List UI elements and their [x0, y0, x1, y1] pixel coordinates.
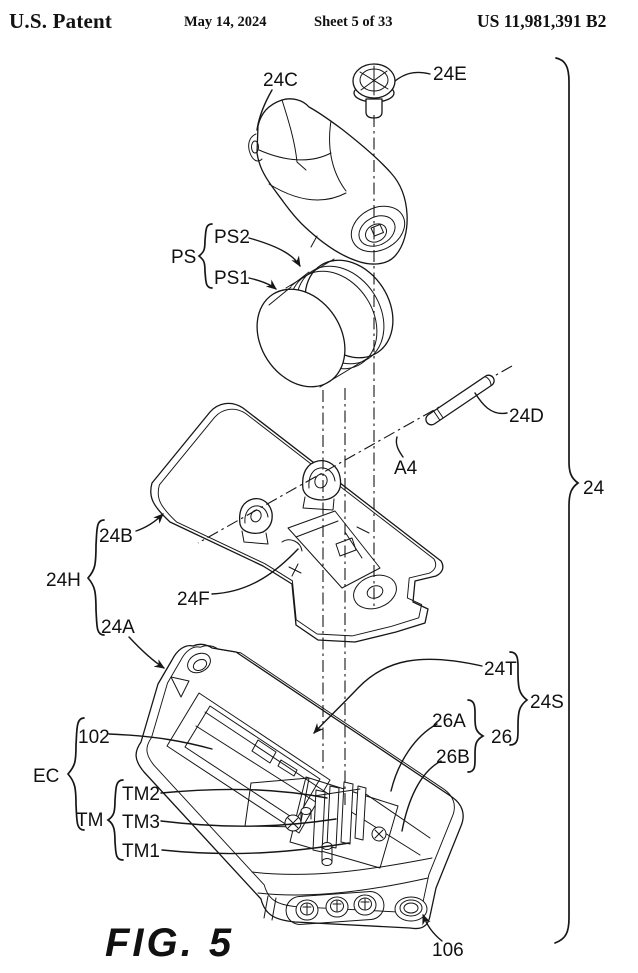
- screw-b-label: 26B: [436, 747, 470, 768]
- pin-label: 24D: [509, 406, 544, 427]
- ps2-label: PS2: [214, 227, 250, 248]
- sensor-disc-part: [239, 244, 411, 404]
- leader-24e: [395, 72, 430, 81]
- leader-24a: [129, 637, 164, 668]
- leader-ps1: [249, 278, 276, 289]
- figure-caption: FIG. 5: [105, 921, 235, 965]
- pin-part: [424, 373, 496, 427]
- screw-pair-label: 26: [491, 727, 513, 748]
- screw-label: 24E: [433, 64, 467, 85]
- terminal1-label: TM1: [122, 841, 160, 862]
- connector-106-part: [395, 897, 427, 921]
- leader-ps2: [249, 238, 300, 266]
- leader-a4: [396, 437, 403, 457]
- ps1-label: PS1: [214, 268, 250, 289]
- sheet-number: Sheet 5 of 33: [314, 14, 393, 30]
- 26-brace: [468, 700, 483, 772]
- recess-label: 24F: [177, 589, 210, 610]
- compartment-label: EC: [33, 766, 60, 787]
- cover-label: 24C: [263, 70, 298, 91]
- terminal3-label: TM3: [122, 812, 160, 833]
- terminal2-label: TM2: [122, 784, 160, 805]
- screw-a-label: 26A: [432, 711, 466, 732]
- base-housing-part: [136, 644, 463, 928]
- screw-part: [353, 64, 395, 118]
- screw-set-label: 24S: [530, 692, 564, 713]
- patent-number: US 11,981,391 B2: [477, 11, 607, 31]
- ps-brace: [199, 224, 212, 288]
- leader-24d: [475, 393, 507, 413]
- patent-title: U.S. Patent: [9, 9, 113, 33]
- plate-label: 24B: [99, 526, 133, 547]
- cover-part: [249, 99, 413, 264]
- terminals-label: TM: [76, 810, 104, 831]
- assembly-label: 24: [583, 478, 605, 499]
- holder-label: 24H: [46, 570, 81, 591]
- leader-24b: [136, 514, 163, 531]
- ps-label: PS: [171, 247, 197, 268]
- tm-brace: [108, 780, 123, 860]
- axis-label: A4: [394, 458, 418, 479]
- patent-date: May 14, 2024: [184, 14, 267, 30]
- base-label: 24A: [101, 617, 135, 638]
- assembly-brace: [555, 58, 578, 943]
- connector-label: 106: [432, 940, 464, 961]
- battery-label: 102: [78, 727, 110, 748]
- tray-label: 24T: [484, 659, 517, 680]
